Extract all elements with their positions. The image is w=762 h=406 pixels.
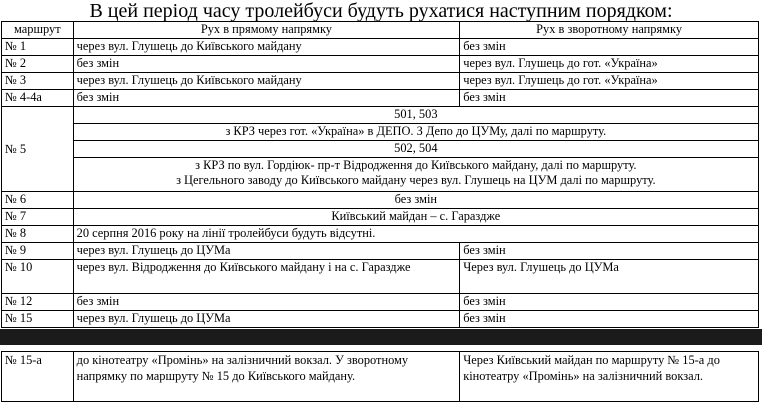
forward-direction: через вул. Відродження до Київського майдану і на с. Гараздже bbox=[73, 260, 460, 294]
route-number: № 12 bbox=[2, 294, 74, 311]
table-row bbox=[2, 141, 759, 158]
route-number: № 7 bbox=[2, 209, 74, 226]
route-number: № 10 bbox=[2, 260, 74, 294]
backward-direction: без змін bbox=[460, 90, 759, 107]
forward-direction: без змін bbox=[73, 294, 460, 311]
page-separator bbox=[0, 329, 762, 345]
forward-direction: до кінотеатру «Промінь» на залізничний вокзал. У зворотному напрямку по маршруту № 15 до Київського майдану. bbox=[73, 352, 460, 402]
backward-direction: без змін bbox=[460, 243, 759, 260]
route-number: № 15-а bbox=[2, 352, 74, 402]
route-info: без змін bbox=[73, 192, 758, 209]
route-number: № 1 bbox=[2, 39, 74, 56]
route-number: № 2 bbox=[2, 56, 74, 73]
backward-direction: без змін bbox=[460, 294, 759, 311]
backward-direction: без змін bbox=[460, 39, 759, 56]
table-row bbox=[2, 124, 759, 141]
table-row bbox=[2, 294, 759, 311]
route-number: № 6 bbox=[2, 192, 74, 209]
table-row bbox=[2, 311, 759, 328]
forward-direction: через вул. Глушець до ЦУМа bbox=[73, 311, 460, 328]
header-backward: Рух в зворотному напрямку bbox=[460, 22, 759, 39]
route5-group2-line2: з Цегельного заводу до Київського майдану через вул. Глушець на ЦУМ далі по маршруту. bbox=[176, 173, 656, 187]
table-row bbox=[2, 39, 759, 56]
backward-direction: Через вул. Глушець до ЦУМа bbox=[460, 260, 759, 294]
route5-group2-text bbox=[73, 158, 758, 192]
backward-direction: через вул. Глушець до гот. «Україна» bbox=[460, 73, 759, 90]
route5-group1-header: 501, 503 bbox=[73, 107, 758, 124]
route5-group1-text: з КРЗ через гот. «Україна» в ДЕПО. З Депо до ЦУМу, далі по маршруту. bbox=[73, 124, 758, 141]
route-info: Київський майдан – с. Гараздже bbox=[73, 209, 758, 226]
forward-direction: без змін bbox=[73, 56, 460, 73]
route-number: № 4-4а bbox=[2, 90, 74, 107]
table-row bbox=[2, 90, 759, 107]
route-info: 20 серпня 2016 року на лінії тролейбуси будуть відсутні. bbox=[73, 226, 758, 243]
page-title: В цей період часу тролейбуси будуть рухатися наступним порядком: bbox=[89, 0, 673, 22]
routes-table-continued bbox=[1, 351, 759, 402]
routes-table bbox=[1, 21, 759, 328]
table-row bbox=[2, 107, 759, 124]
table-row bbox=[2, 209, 759, 226]
table-row bbox=[2, 352, 759, 402]
route5-group2-line1: з КРЗ по вул. Гордіюк- пр-т Відродження до Київського майдану, далі по маршруту. bbox=[195, 158, 637, 172]
header-forward: Рух в прямому напрямку bbox=[73, 22, 460, 39]
table-row bbox=[2, 243, 759, 260]
table-row bbox=[2, 56, 759, 73]
route-number: № 9 bbox=[2, 243, 74, 260]
table-row bbox=[2, 158, 759, 192]
route5-group2-header: 502, 504 bbox=[73, 141, 758, 158]
table-header-row bbox=[2, 22, 759, 39]
forward-direction: без змін bbox=[73, 90, 460, 107]
table-row bbox=[2, 226, 759, 243]
backward-direction: без змін bbox=[460, 311, 759, 328]
backward-direction: Через Київський майдан по маршруту № 15-а до кінотеатру «Промінь» на залізничний вокзал. bbox=[460, 352, 759, 402]
table-row bbox=[2, 260, 759, 294]
route-number: № 15 bbox=[2, 311, 74, 328]
route-number: № 8 bbox=[2, 226, 74, 243]
forward-direction: через вул. Глушець до Київського майдану bbox=[73, 39, 460, 56]
header-route: маршрут bbox=[2, 22, 74, 39]
route-number: № 5 bbox=[2, 107, 74, 192]
table-row bbox=[2, 73, 759, 90]
forward-direction: через вул. Глушець до ЦУМа bbox=[73, 243, 460, 260]
route-number: № 3 bbox=[2, 73, 74, 90]
forward-direction: через вул. Глушець до Київського майдану bbox=[73, 73, 460, 90]
table-row bbox=[2, 192, 759, 209]
backward-direction: через вул. Глушець до гот. «Україна» bbox=[460, 56, 759, 73]
